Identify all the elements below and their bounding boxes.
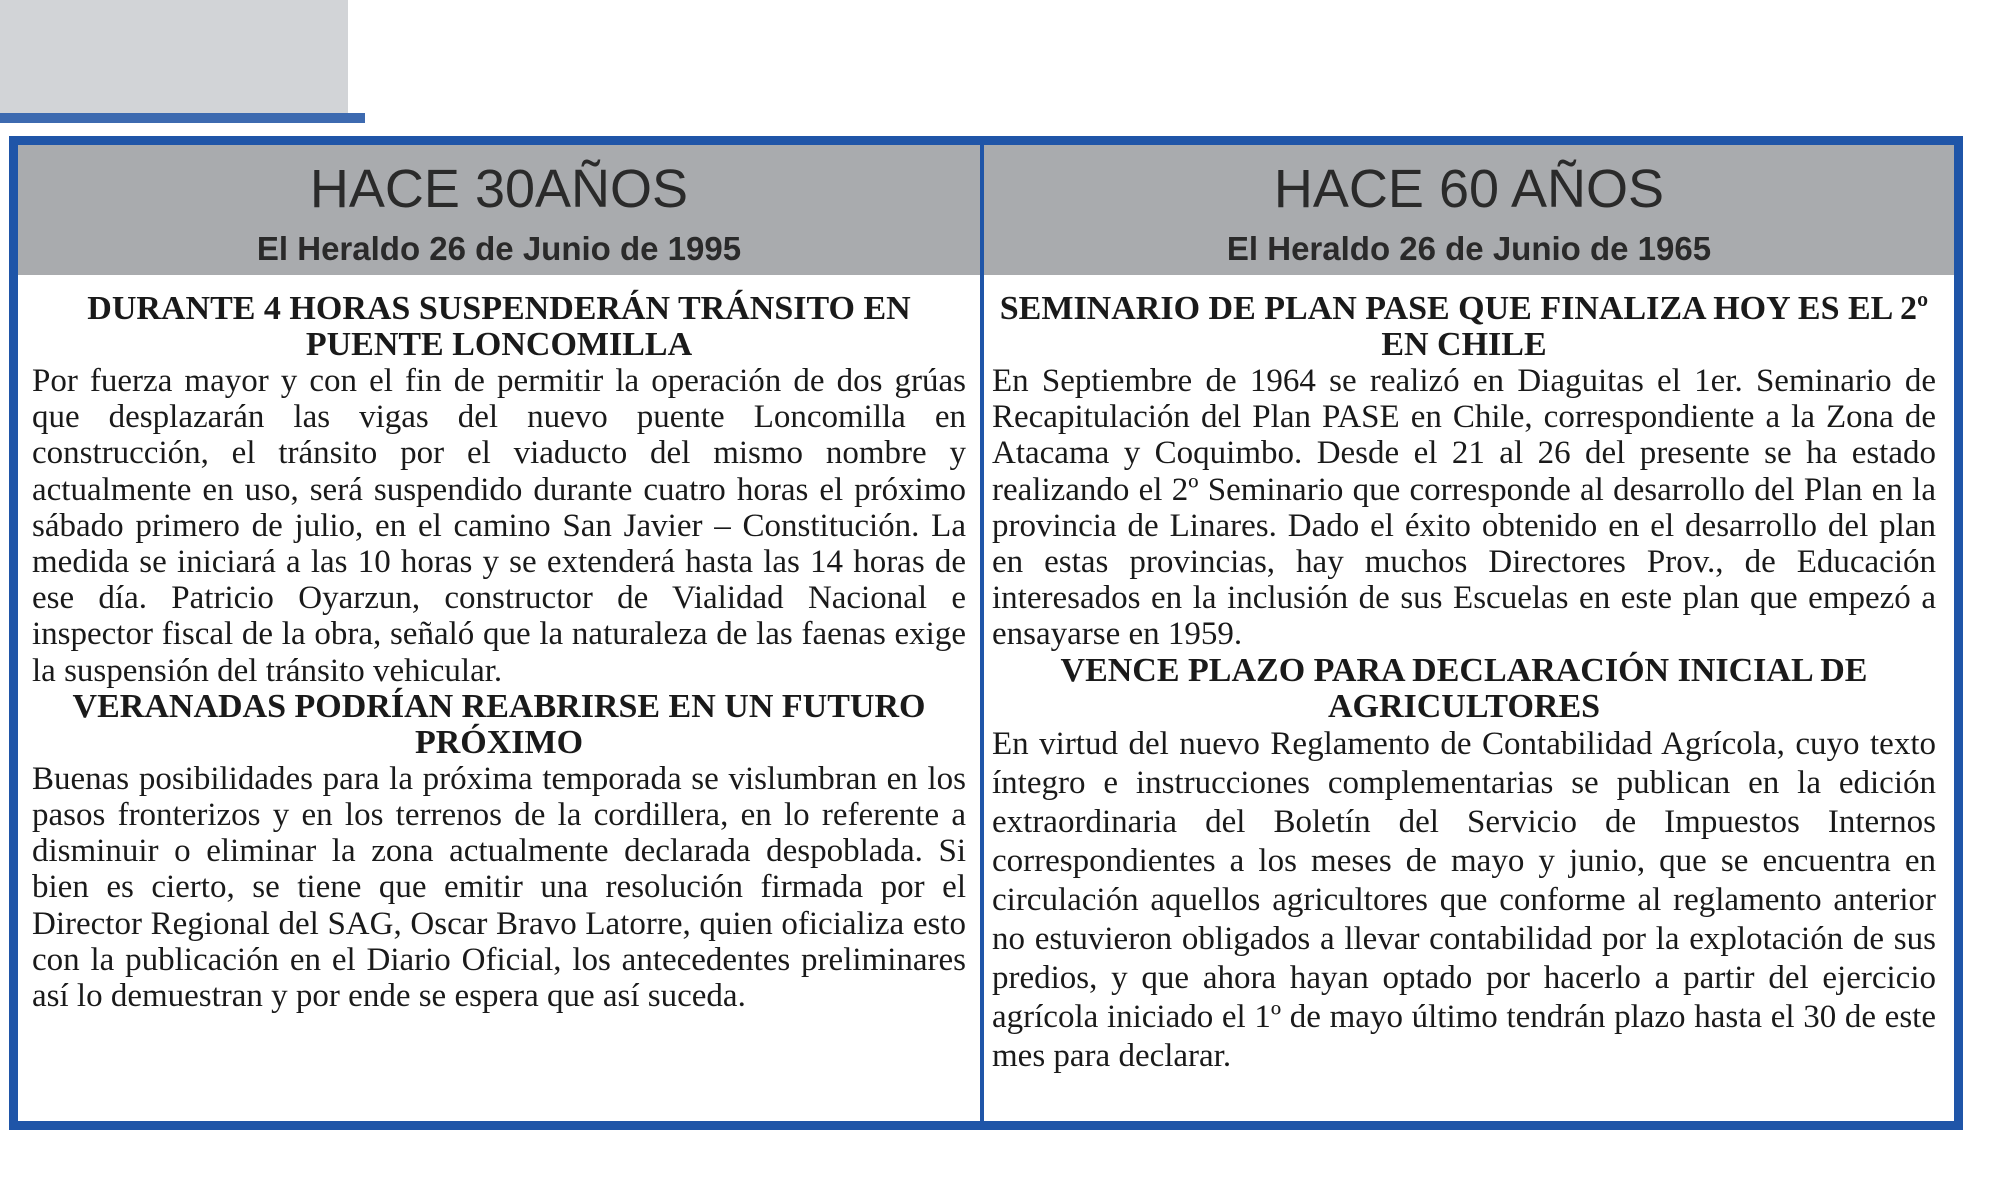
- column-header: [18, 145, 980, 275]
- news-box: [9, 136, 1963, 1130]
- column-header: [984, 145, 1954, 275]
- column-60-years: [984, 145, 1954, 1121]
- column-body: [18, 291, 980, 1014]
- article-body: En Septiembre de 1964 se realizó en Diaguitas el 1er. Seminario de Recapitulación del Plan PASE en Chile, correspondiente a la Zona de Atacama y Coquimbo. Desde el 21 al 26 del presente se ha estado realizando el 2º Seminario que corresponde al desarrollo del Plan en la provincia de Linares. Dado el éxito obtenido en el desarrollo del plan en estas provincias, hay muchos Directores Prov., de Educación interesados en la inclusión de sus Escuelas en este plan que empezó a ensayarse en 1959.: [992, 363, 1936, 653]
- article-headline: VERANADAS PODRÍAN REABRIRSE EN UN FUTURO PRÓXIMO: [72, 687, 926, 761]
- article-headline: DURANTE 4 HORAS SUSPENDERÁN TRÁNSITO EN PUENTE LONCOMILLA: [87, 290, 911, 363]
- article-body: En virtud del nuevo Reglamento de Contabilidad Agrícola, cuyo texto íntegro e instrucciones complementarias se publican en la edición extraordinaria del Boletín del Servicio de Impuestos Internos correspondientes a los meses de mayo y junio, que se encuentra en circulación aquellos agricultores que conforme al reglamento anterior no estuvieron obligados a llevar contabilidad por la explotación de sus predios, y que ahora hayan optado por hacerlo a partir del ejercicio agrícola iniciado el 1º de mayo último tendrán plazo hasta el 30 de este mes para declarar.: [992, 725, 1936, 1074]
- top-blue-rule: [0, 113, 365, 123]
- article-headline: SEMINARIO DE PLAN PASE QUE FINALIZA HOY ES EL 2º EN CHILE: [999, 290, 1929, 363]
- article-body: Por fuerza mayor y con el fin de permitir la operación de dos grúas que desplazarán las vigas del nuevo puente Loncomilla en construcción, el tránsito por el viaducto del mismo nombre y actualmente en uso, será suspendido durante cuatro horas el próximo sábado primero de julio, en el camino San Javier – Constitución. La medida se iniciará a las 10 horas y se extenderá hasta las 14 horas de ese día. Patricio Oyarzun, constructor de Vialidad Nacional e inspector fiscal de la obra, señaló que la naturaleza de las faenas exige la suspensión del tránsito vehicular.: [32, 363, 966, 689]
- column-30-years: [18, 145, 980, 1121]
- column-subtitle: El Heraldo 26 de Junio de 1965: [1226, 230, 1712, 267]
- column-subtitle: El Heraldo 26 de Junio de 1995: [256, 230, 742, 267]
- article-body: Buenas posibilidades para la próxima temporada se vislumbran en los pasos fronterizos y en los terrenos de la cordillera, en lo referente a disminuir o eliminar la zona actualmente declarada despoblada. Si bien es cierto, se tiene que emitir una resolución firmada por el Director Regional del SAG, Oscar Bravo Latorre, quien oficializa esto con la publicación en el Diario Oficial, los antecedentes preliminares así lo demuestran y por ende se espera que así suceda.: [32, 760, 966, 1015]
- top-gray-block: [0, 0, 348, 113]
- column-title: HACE 30AÑOS: [309, 159, 689, 219]
- column-title: HACE 60 AÑOS: [1273, 159, 1665, 219]
- column-body: [984, 291, 1954, 1076]
- article-headline: VENCE PLAZO PARA DECLARACIÓN INICIAL DE AGRICULTORES: [1060, 651, 1868, 725]
